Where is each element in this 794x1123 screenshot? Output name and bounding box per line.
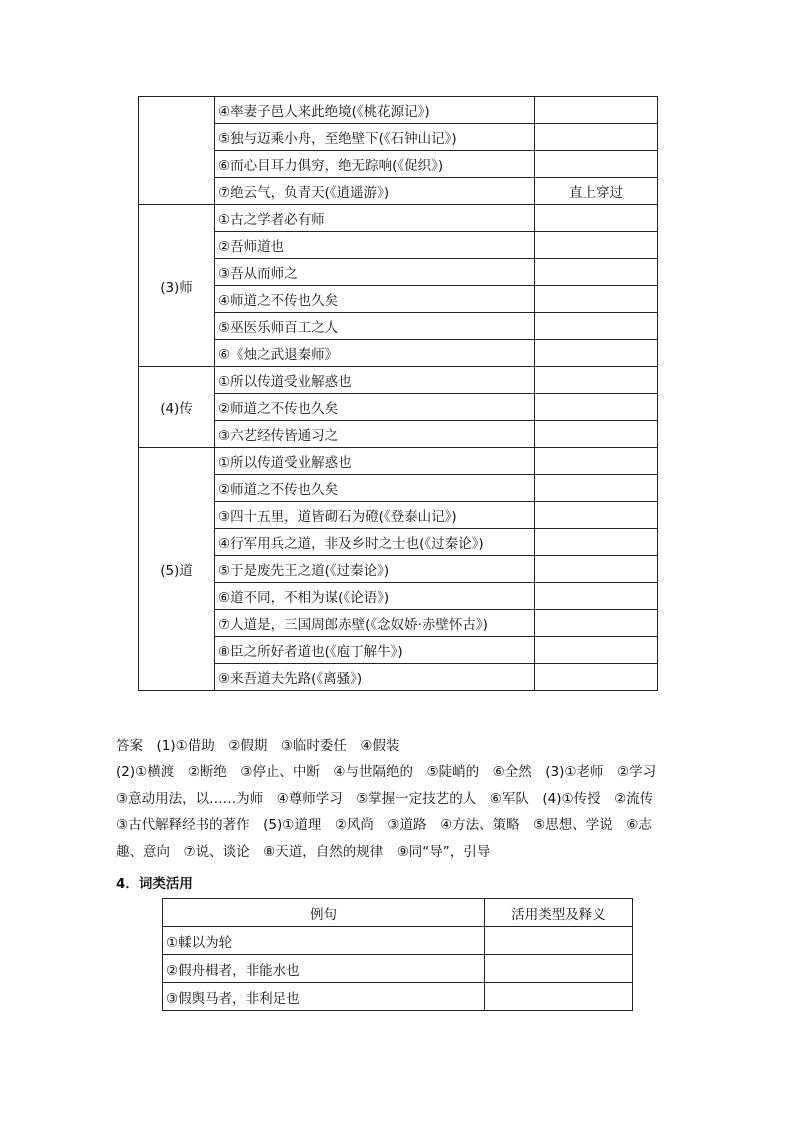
table-row	[139, 556, 658, 583]
meaning-cell[interactable]	[535, 124, 658, 151]
example-sentence-cell: ②师道之不传也久矣	[215, 394, 535, 421]
meaning-cell[interactable]	[535, 502, 658, 529]
answer-block	[116, 733, 682, 865]
meaning-cell[interactable]	[535, 637, 658, 664]
table-header-row	[163, 899, 633, 927]
meaning-cell[interactable]	[535, 529, 658, 556]
table-row	[139, 232, 658, 259]
table-row	[139, 340, 658, 367]
meaning-cell[interactable]	[535, 205, 658, 232]
word-group-label: (4)传	[139, 367, 215, 448]
example-sentence-cell: ②假舟楫者，非能水也	[163, 955, 485, 983]
meaning-cell[interactable]: 直上穿过	[535, 178, 658, 205]
example-sentence-cell: ⑤独与迈乘小舟，至绝壁下(《石钟山记》)	[215, 124, 535, 151]
meaning-cell[interactable]	[535, 556, 658, 583]
meaning-cell[interactable]	[535, 583, 658, 610]
table-row	[139, 178, 658, 205]
meaning-cell[interactable]	[535, 610, 658, 637]
meaning-cell[interactable]	[535, 448, 658, 475]
example-sentence-cell: ⑤巫医乐师百工之人	[215, 313, 535, 340]
example-sentence-cell: ④率妻子邑人来此绝境(《桃花源记》)	[215, 97, 535, 124]
meaning-cell[interactable]	[535, 664, 658, 691]
meaning-cell[interactable]	[535, 421, 658, 448]
usage-type-cell[interactable]	[485, 983, 633, 1011]
example-sentence-cell: ⑦绝云气，负青天(《逍遥游》)	[215, 178, 535, 205]
table-row	[139, 475, 658, 502]
example-sentence-cell: ⑦人道是，三国周郎赤壁(《念奴娇·赤壁怀古》)	[215, 610, 535, 637]
example-sentence-cell: ①所以传道受业解惑也	[215, 448, 535, 475]
example-sentence-cell: ⑤于是废先王之道(《过秦论》)	[215, 556, 535, 583]
table-row	[163, 983, 633, 1011]
table-row	[139, 151, 658, 178]
column-header: 例句	[163, 899, 485, 927]
example-sentence-cell: ③六艺经传皆通习之	[215, 421, 535, 448]
example-sentence-cell: ③假舆马者，非利足也	[163, 983, 485, 1011]
example-sentence-cell: ⑥道不同，不相为谋(《论语》)	[215, 583, 535, 610]
example-sentence-cell: ⑨来吾道夫先路(《离骚》)	[215, 664, 535, 691]
table-row	[139, 313, 658, 340]
example-sentence-cell: ⑥而心目耳力俱穷，绝无踪响(《促织》)	[215, 151, 535, 178]
meaning-cell[interactable]	[535, 97, 658, 124]
table-row	[163, 955, 633, 983]
table-row	[139, 448, 658, 475]
answer-line: ③古代解释经书的著作 (5)①道理 ②风尚 ③道路 ④方法、策略 ⑤思想、学说 ⑥志	[116, 817, 652, 834]
table-row	[139, 529, 658, 556]
table-row	[139, 367, 658, 394]
table-row	[139, 664, 658, 691]
example-sentence-cell: ③四十五里，道皆砌石为磴(《登泰山记》)	[215, 502, 535, 529]
example-sentence-cell: ②师道之不传也久矣	[215, 475, 535, 502]
table-row	[139, 394, 658, 421]
answer-line: (2)①横渡 ②断绝 ③停止、中断 ④与世隔绝的 ⑤陡峭的 ⑥全然 (3)①老师 ②学习	[116, 764, 657, 781]
table-row	[139, 583, 658, 610]
word-group-label: (5)道	[139, 448, 215, 691]
meaning-cell[interactable]	[535, 367, 658, 394]
word-meaning-table-body	[139, 97, 658, 691]
table-row	[139, 502, 658, 529]
section-title: 4．词类活用	[116, 876, 193, 892]
table-row	[163, 927, 633, 955]
word-group-label	[139, 97, 215, 205]
meaning-cell[interactable]	[535, 475, 658, 502]
table-row	[139, 124, 658, 151]
table-row	[139, 205, 658, 232]
usage-type-cell[interactable]	[485, 955, 633, 983]
meaning-cell[interactable]	[535, 313, 658, 340]
example-sentence-cell: ⑥《烛之武退秦师》	[215, 340, 535, 367]
usage-type-cell[interactable]	[485, 927, 633, 955]
word-meaning-table	[138, 96, 658, 691]
table-row	[139, 637, 658, 664]
answer-line: 趣、意向 ⑦说、谈论 ⑧天道，自然的规律 ⑨同“导”，引导	[116, 843, 491, 860]
table-row	[139, 97, 658, 124]
meaning-cell[interactable]	[535, 259, 658, 286]
meaning-cell[interactable]	[535, 286, 658, 313]
answer-line: ③意动用法，以……为师 ④尊师学习 ⑤掌握一定技艺的人 ⑥军队 (4)①传授 ②流传	[116, 790, 654, 807]
example-sentence-cell: ④行军用兵之道，非及乡时之士也(《过秦论》)	[215, 529, 535, 556]
part-of-speech-table	[162, 898, 633, 1011]
table-row	[139, 610, 658, 637]
example-sentence-cell: ①古之学者必有师	[215, 205, 535, 232]
table-row	[139, 259, 658, 286]
table-row	[139, 421, 658, 448]
meaning-cell[interactable]	[535, 232, 658, 259]
example-sentence-cell: ③吾从而师之	[215, 259, 535, 286]
example-sentence-cell: ⑧臣之所好者道也(《庖丁解牛》)	[215, 637, 535, 664]
word-group-label: (3)师	[139, 205, 215, 367]
meaning-cell[interactable]	[535, 394, 658, 421]
table-row	[139, 286, 658, 313]
example-sentence-cell: ①輮以为轮	[163, 927, 485, 955]
example-sentence-cell: ①所以传道受业解惑也	[215, 367, 535, 394]
answer-line: 答案 (1)①借助 ②假期 ③临时委任 ④假装	[116, 738, 400, 754]
meaning-cell[interactable]	[535, 151, 658, 178]
column-header: 活用类型及释义	[485, 899, 633, 927]
example-sentence-cell: ④师道之不传也久矣	[215, 286, 535, 313]
meaning-cell[interactable]	[535, 340, 658, 367]
example-sentence-cell: ②吾师道也	[215, 232, 535, 259]
